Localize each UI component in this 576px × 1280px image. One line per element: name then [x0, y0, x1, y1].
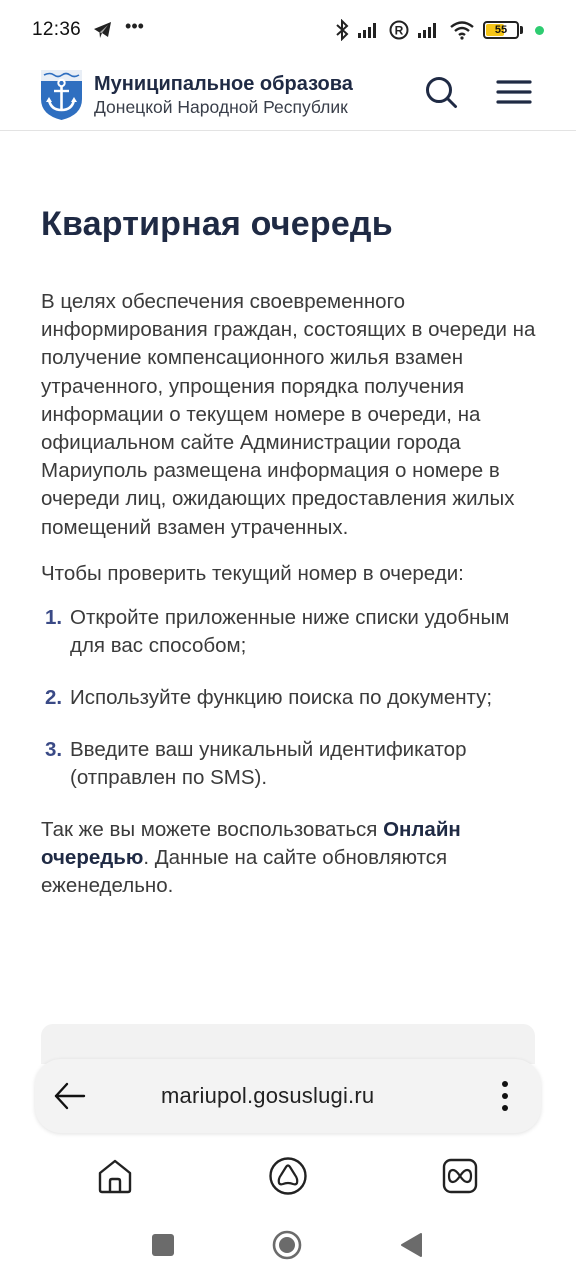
- alice-icon[interactable]: [268, 1156, 308, 1196]
- list-item: [41, 604, 541, 660]
- home-icon[interactable]: [95, 1156, 135, 1196]
- status-left: [32, 15, 144, 41]
- step-number: 1.: [45, 605, 63, 629]
- site-header: [0, 60, 576, 131]
- status-bar: [0, 0, 576, 60]
- bluetooth-icon: [335, 19, 349, 41]
- site-subtitle: Донецкой Народной Республик: [94, 97, 348, 117]
- list-item: [41, 736, 541, 792]
- step-text: Введите ваш уникальный идентификатор (отправлен по SMS).: [70, 737, 467, 789]
- home-circle-icon[interactable]: [272, 1230, 302, 1260]
- address-bar[interactable]: [35, 1059, 541, 1133]
- step-text: Используйте функцию поиска по документу;: [70, 685, 493, 709]
- back-arrow-icon[interactable]: [53, 1079, 87, 1113]
- steps-list: [41, 604, 541, 792]
- more-vert-icon[interactable]: [495, 1077, 515, 1115]
- system-nav: [0, 1222, 576, 1268]
- list-item: [41, 684, 541, 712]
- signal-icon: [357, 21, 381, 39]
- back-triangle-icon[interactable]: [396, 1230, 426, 1260]
- step-number: 3.: [45, 737, 63, 761]
- step-number: 2.: [45, 685, 63, 709]
- status-right: [335, 19, 544, 41]
- status-time: 12:36: [32, 19, 82, 40]
- privacy-indicator: [535, 26, 544, 35]
- signal-icon-2: [417, 21, 441, 39]
- page-title: Квартирная очередь: [41, 205, 393, 243]
- browser-nav: [0, 1150, 576, 1202]
- outro-text-before: Так же вы можете воспользоваться: [41, 817, 384, 841]
- anchor-logo[interactable]: [40, 69, 83, 121]
- site-title-block[interactable]: [94, 72, 394, 118]
- check-instructions: Чтобы проверить текущий номер в очереди:: [41, 561, 464, 585]
- online-queue-link[interactable]: Онлайн очередью: [41, 817, 461, 869]
- menu-icon[interactable]: [496, 78, 532, 106]
- main-content: [41, 200, 541, 900]
- step-text: Откройте приложенные ниже списки удобным для вас способом;: [70, 605, 510, 657]
- battery-level: 55: [494, 24, 508, 36]
- outro-paragraph: [41, 816, 541, 900]
- outro-text-after: . Данные на сайте обновляются еженедельно.: [41, 845, 448, 897]
- battery-nub: [520, 26, 523, 34]
- wifi-icon: [449, 20, 475, 40]
- telegram-icon: [93, 21, 113, 39]
- tabs-icon[interactable]: [440, 1156, 480, 1196]
- site-title: Муниципальное образова: [94, 73, 353, 95]
- more-notifications-icon: •••: [125, 15, 144, 36]
- search-icon[interactable]: [424, 75, 458, 109]
- roaming-icon: [389, 20, 409, 40]
- battery-icon: [483, 21, 519, 39]
- intro-paragraph: В целях обеспечения своевременного информирования граждан, состоящих в очереди на получение компенсационного жилья взамен утраченного, упрощения порядка получения информации о текущем номере в очереди, на официальном сайте Администрации города Мариуполь размещена информация о номере в очереди лиц, ожидающих предоставления жилых помещений взамен утраченных.: [41, 290, 536, 539]
- url-text[interactable]: mariupol.gosuslugi.ru: [161, 1083, 375, 1108]
- svg-text:R: R: [394, 23, 404, 38]
- recents-icon[interactable]: [148, 1230, 178, 1260]
- document-card[interactable]: [41, 1024, 535, 1064]
